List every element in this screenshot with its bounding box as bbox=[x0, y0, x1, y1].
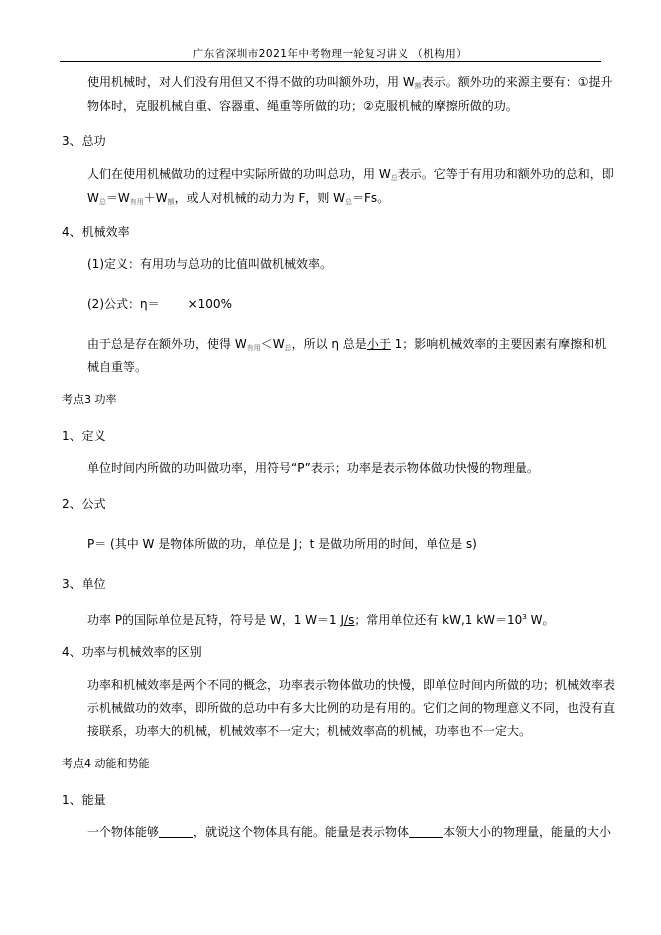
efficiency-definition: (1)定义：有用功与总功的比值叫做机械效率。 bbox=[87, 257, 332, 271]
efficiency-formula: (2)公式：η＝ ×100% bbox=[87, 297, 232, 311]
difference-line-2: 示机械做功的效率，即所做的总功中有多大比例的功是有用的。它们之间的物理意义不同，也没有直 bbox=[87, 701, 616, 715]
section-kaodian-3: 考点3 功率 bbox=[62, 393, 117, 406]
heading-efficiency: 4、机械效率 bbox=[62, 225, 130, 239]
total-work-line-1: 人们在使用机械做功的过程中实际所做的功叫总功，用 $W_总$表示。它等于有用功和额外功的总和，即 bbox=[87, 167, 614, 182]
efficiency-note-line-2: 械自重等。 bbox=[87, 360, 148, 374]
power-formula: P＝ (其中 W 是物体所做的功，单位是 J；t 是做功所用的时间，单位是 s) bbox=[87, 537, 477, 551]
difference-line-1: 功率和机械效率是两个不同的概念，功率表示物体做功的快慢，即单位时间内所做的功；机械效率表 bbox=[87, 678, 616, 692]
heading-energy: 1、能量 bbox=[62, 793, 106, 807]
fill-blank-1[interactable] bbox=[159, 825, 193, 838]
total-work-line-2: $W_总=W_{有用}+W_额$，或人对机械的动力为 F，则 $W_总=Fs$。 bbox=[87, 191, 390, 206]
heading-total-work: 3、总功 bbox=[62, 134, 106, 148]
section-kaodian-4: 考点4 动能和势能 bbox=[62, 757, 150, 770]
energy-line: 一个物体能够 ，就说这个物体具有能。能量是表示物体 本领大小的物理量，能量的大小 bbox=[87, 825, 612, 839]
page-header: 广东省深圳市2021年中考物理一轮复习讲义 （机构用） bbox=[192, 48, 468, 60]
extra-work-line-1: 使用机械时，对人们没有用但又不得不做的功叫额外功，用 $W_额$表示。额外功的来源主要有：①提升 bbox=[87, 75, 613, 90]
fill-blank-2[interactable] bbox=[409, 825, 443, 838]
heading-power-vs-efficiency: 4、功率与机械效率的区别 bbox=[62, 645, 202, 659]
header-rule bbox=[60, 61, 601, 62]
heading-power-unit: 3、单位 bbox=[62, 577, 106, 591]
power-definition: 单位时间内所做的功叫做功率，用符号“P”表示；功率是表示物体做功快慢的物理量。 bbox=[87, 461, 539, 475]
heading-power-formula: 2、公式 bbox=[62, 497, 106, 511]
extra-work-line-2: 物体时，克服机械自重、容器重、绳重等所做的功；②克服机械的摩擦所做的功。 bbox=[87, 99, 518, 113]
efficiency-note-line-1: 由于总是存在额外功，使得 $W_{有用}<W_总$，所以 η 总是小于 1；影响机械效率的主要因素有摩擦和机 bbox=[87, 337, 607, 352]
heading-power-definition: 1、定义 bbox=[62, 429, 106, 443]
difference-line-3: 接联系，功率大的机械，机械效率不一定大；机械效率高的机械，功率也不一定大。 bbox=[87, 724, 532, 738]
power-unit: 功率 P的国际单位是瓦特，符号是 W，1 W＝1 J/s；常用单位还有 kW,1 $kW=10^3$ W。 bbox=[87, 613, 555, 627]
